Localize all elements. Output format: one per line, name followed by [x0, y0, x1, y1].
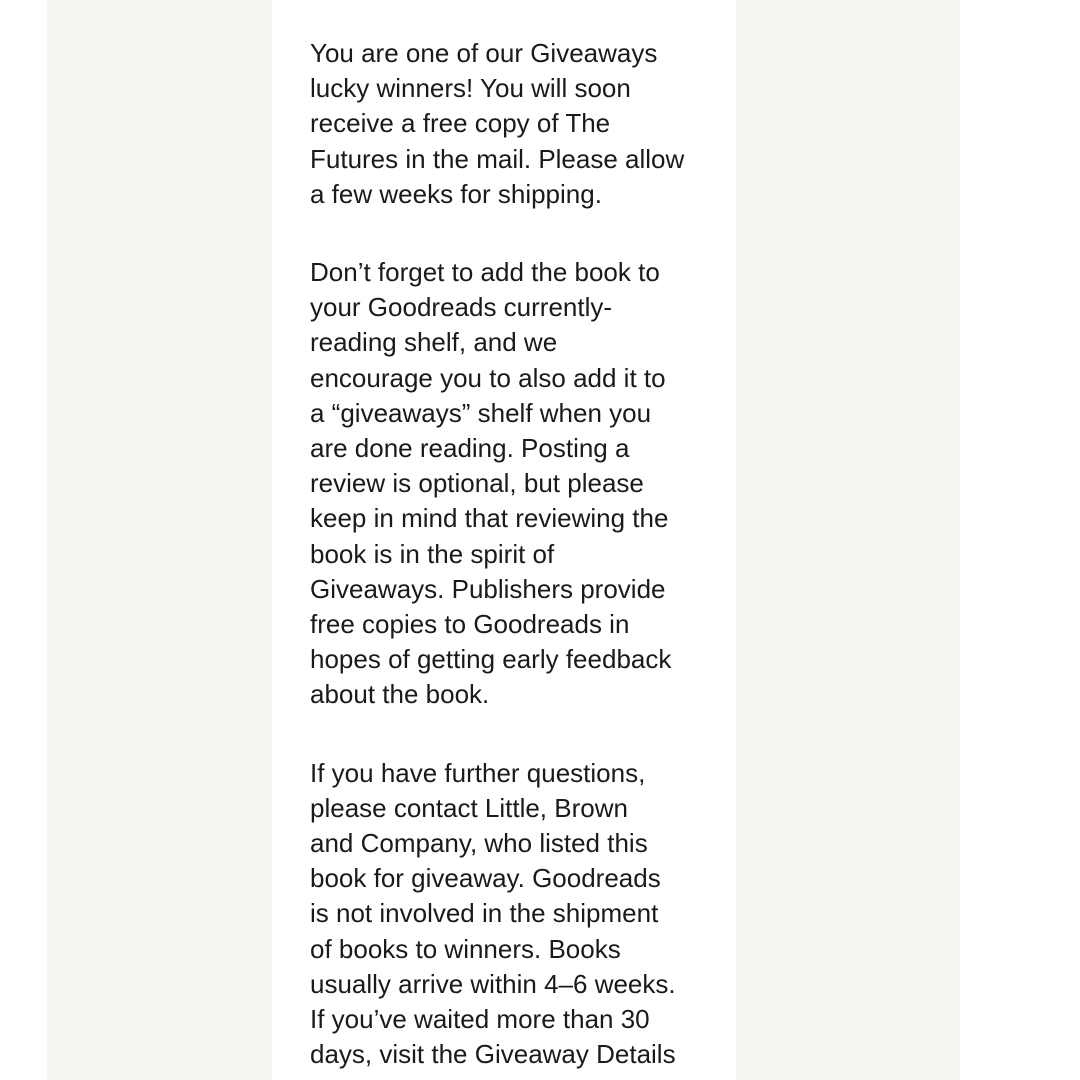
email-body: [310, 36, 710, 1080]
email-content-column[interactable]: [272, 0, 736, 1080]
shelf-reminder-paragraph: Don’t forget to add the book to your Goodreads currently- reading shelf, and we encourage you to also add it to a “giveaways” shelf when you are done reading. Posting a review is optional, but please keep in mind that reviewing the book is in the spirit of Giveaways. Publishers provide free copies to Goodreads in hopes of getting early feedback about the book.: [310, 257, 672, 710]
winner-notice-paragraph: You are one of our Giveaways lucky winners! You will soon receive a free copy of The Futures in the mail. Please allow a few weeks for shipping.: [310, 38, 685, 209]
contact-info-paragraph: If you have further questions, please contact Little, Brown and Company, who listed this book for giveaway. Goodreads is not involved in the shipment of books to winners. Books usually arrive within 4–6 weeks. If you’ve waited more than 30 days, visit the Giveaway Details: [310, 757, 676, 1070]
